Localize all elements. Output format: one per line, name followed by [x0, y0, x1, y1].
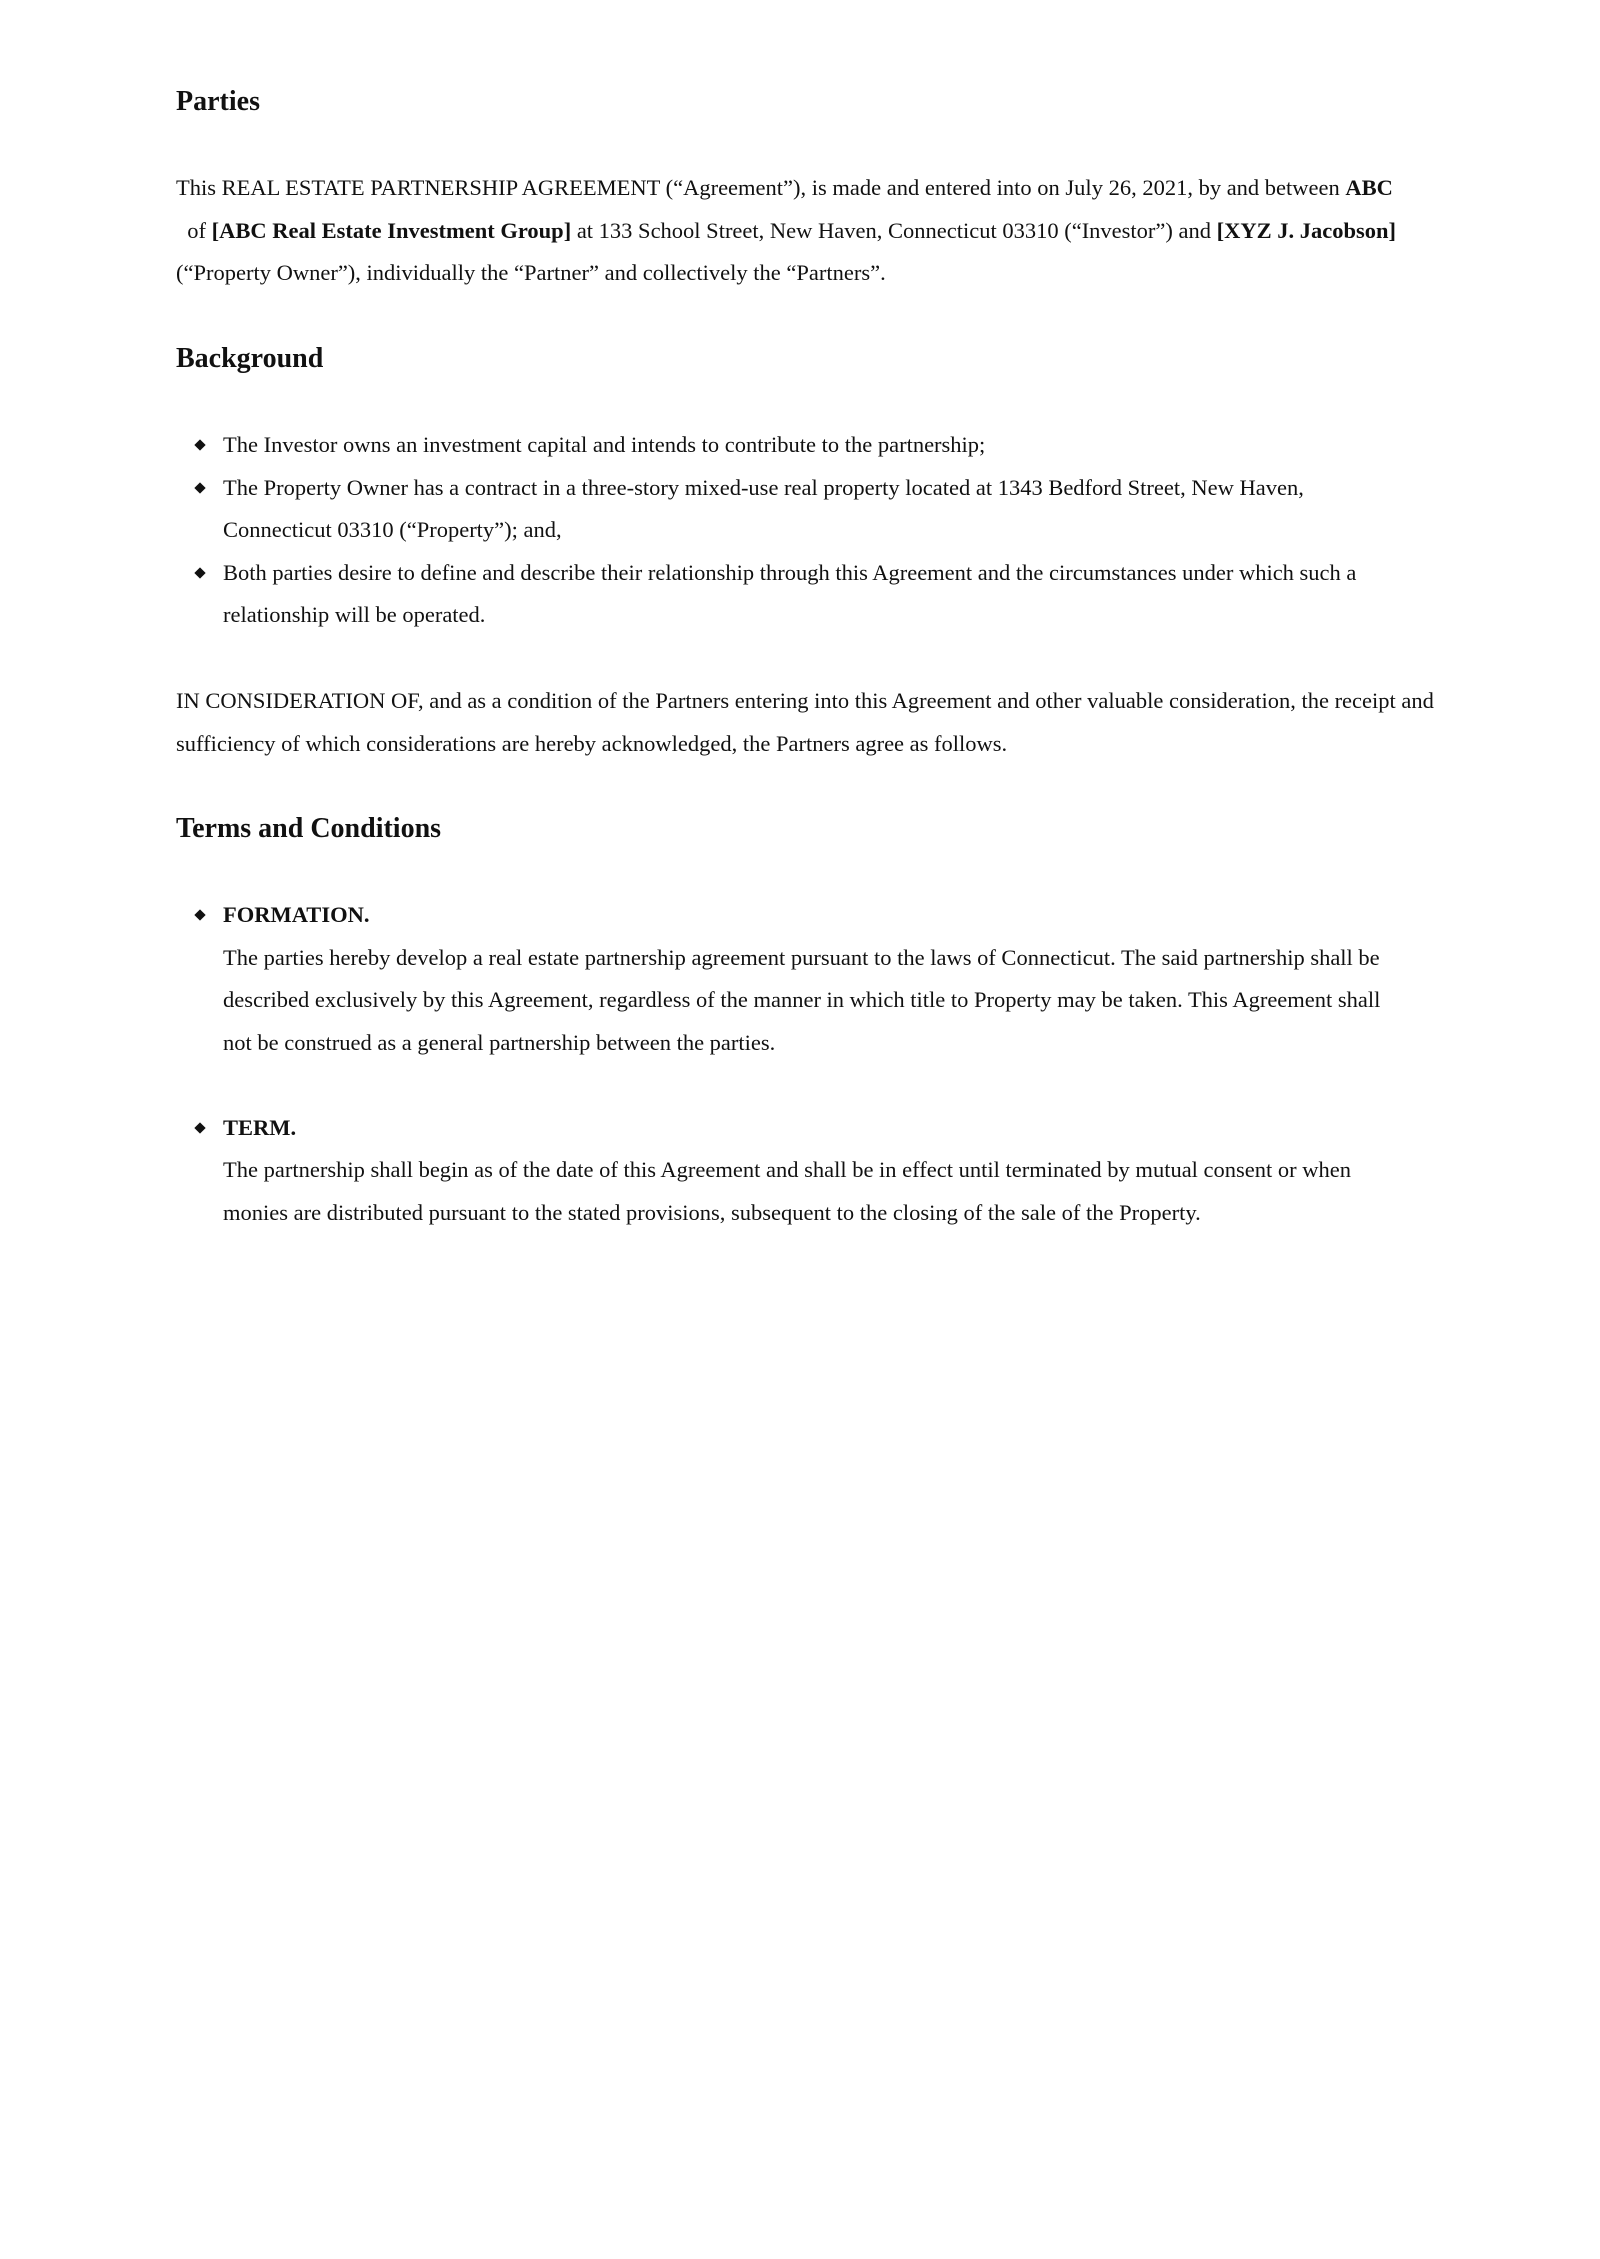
background-item-text: The Property Owner has a contract in a three-story mixed-use real property located at 1343 Bedford Street, New Haven, Connecticut 03310 (“Property”); and,: [223, 474, 1304, 542]
investor-name: [ABC Real Estate Investment Group]: [211, 217, 572, 243]
list-item: [176, 424, 1400, 467]
background-list: [176, 424, 1400, 637]
diamond-bullet-icon: [194, 909, 205, 920]
diamond-bullet-icon: [194, 1122, 205, 1133]
parties-text-4: (“Property Owner”), individually the “Partner” and collectively the “Partners”.: [176, 260, 886, 285]
term-body: The partnership shall begin as of the date of this Agreement and shall be in effect until terminated by mutual consent or when monies are distributed pursuant to the stated provisions, subsequent to the closing of the sale of the Property.: [223, 1157, 1352, 1225]
list-item: [176, 552, 1400, 637]
investor-short-name: ABC: [1345, 175, 1393, 200]
background-item-text: Both parties desire to define and describe their relationship through this Agreement and the circumstances under which such a relationship will be operated.: [223, 559, 1357, 627]
terms-list: [176, 894, 1400, 1277]
parties-text-2: of: [176, 217, 212, 243]
term-title: TERM.: [223, 1114, 297, 1140]
consideration-paragraph: IN CONSIDERATION OF, and as a condition of the Partners entering into this Agreement and other valuable consideration, the receipt and sufficiency of which considerations are hereby acknowledged, the Partners agree as follows.: [176, 688, 1434, 756]
list-item: [176, 1107, 1400, 1235]
diamond-bullet-icon: [194, 482, 205, 493]
terms-heading: Terms and Conditions: [176, 813, 442, 844]
background-item-text: The Investor owns an investment capital and intends to contribute to the partnership;: [223, 432, 986, 457]
list-item: [176, 894, 1400, 1064]
parties-heading: Parties: [176, 86, 260, 117]
owner-name: [XYZ J. Jacobson]: [1216, 217, 1397, 243]
term-title: FORMATION.: [223, 902, 370, 927]
diamond-bullet-icon: [194, 439, 205, 450]
term-body: The parties hereby develop a real estate partnership agreement pursuant to the laws of Connecticut. The said partnership shall be described exclusively by this Agreement, regardless of the manner in which title to Property may be taken. This Agreement shall not be construed as a general partnership between the parties.: [223, 944, 1381, 1055]
list-item: [176, 467, 1400, 552]
background-heading: Background: [176, 343, 324, 374]
parties-text-3: at 133 School Street, New Haven, Connecticut 03310 (“Investor”) and: [571, 217, 1217, 243]
parties-paragraph: [176, 167, 1446, 295]
parties-text-1: This REAL ESTATE PARTNERSHIP AGREEMENT (“Agreement”), is made and entered into on July 26, 2021, by and between: [176, 175, 1346, 200]
diamond-bullet-icon: [194, 567, 205, 578]
